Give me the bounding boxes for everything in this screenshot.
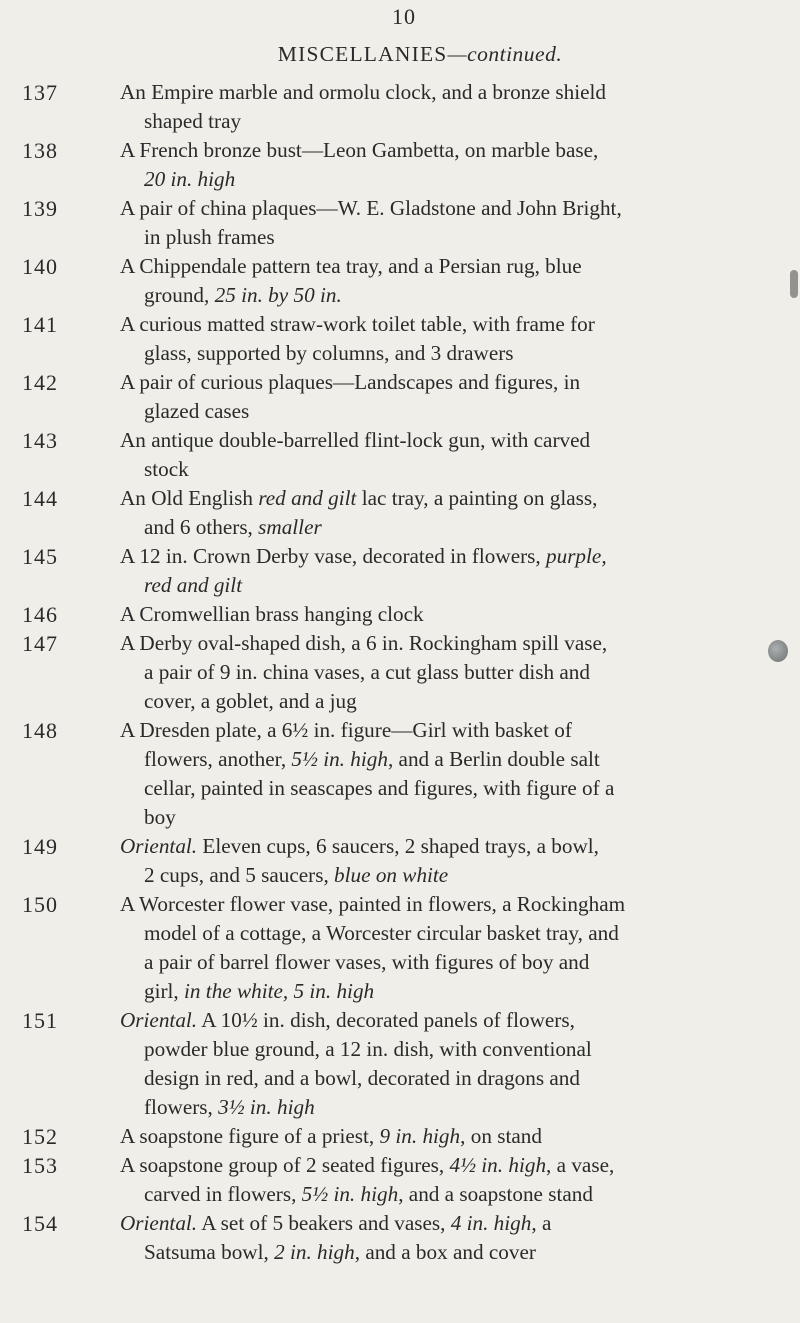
lot-description-line: Oriental. Eleven cups, 6 saucers, 2 shaped trays, a bowl, — [120, 834, 599, 858]
lot-description-line: Satsuma bowl, 2 in. high, and a box and cover — [144, 1240, 536, 1264]
lot-item — [0, 890, 790, 1006]
lot-description-line: A Worcester flower vase, painted in flowers, a Rockingham — [120, 892, 626, 916]
lot-description — [120, 194, 790, 252]
lot-number: 144 — [22, 486, 58, 511]
lot-description-line: carved in flowers, 5½ in. high, and a soapstone stand — [144, 1182, 593, 1206]
lot-description — [120, 310, 790, 368]
lot-description-line: Oriental. A 10½ in. dish, decorated panels of flowers, — [120, 1008, 575, 1032]
lot-number: 148 — [22, 718, 58, 743]
lot-description-line: 2 cups, and 5 saucers, blue on white — [144, 863, 449, 887]
lot-item — [0, 426, 790, 484]
lot-description-line: and 6 others, smaller — [144, 515, 322, 539]
lot-description-line: model of a cottage, a Worcester circular basket tray, and — [144, 921, 619, 945]
lot-description — [120, 1006, 790, 1122]
lot-description — [120, 1209, 790, 1267]
lot-number: 147 — [22, 631, 58, 656]
lot-item — [0, 136, 790, 194]
lot-description — [120, 252, 790, 310]
lot-description-line: A pair of china plaques—W. E. Gladstone and John Bright, — [120, 196, 622, 220]
lot-description-line: glass, supported by columns, and 3 drawers — [144, 341, 514, 365]
lot-number: 138 — [22, 138, 58, 163]
lot-number: 141 — [22, 312, 58, 337]
lot-description-line: glazed cases — [144, 399, 250, 423]
lot-description-line: girl, in the white, 5 in. high — [144, 979, 375, 1003]
lot-description — [120, 426, 790, 484]
lot-description — [120, 890, 790, 1006]
lot-number: 151 — [22, 1008, 58, 1033]
lot-description-line: powder blue ground, a 12 in. dish, with conventional — [144, 1037, 592, 1061]
lot-description-line: design in red, and a bowl, decorated in dragons and — [144, 1066, 580, 1090]
section-heading — [120, 42, 720, 67]
lot-item — [0, 1006, 790, 1122]
lot-description-line: A soapstone group of 2 seated figures, 4½ in. high, a vase, — [120, 1153, 615, 1177]
lot-item — [0, 600, 790, 629]
lot-description-line: A pair of curious plaques—Landscapes and figures, in — [120, 370, 581, 394]
lot-item — [0, 832, 790, 890]
lot-item — [0, 1122, 790, 1151]
lot-description-line: A curious matted straw-work toilet table, with frame for — [120, 312, 595, 336]
lot-item — [0, 716, 790, 832]
lot-description-line: a pair of barrel flower vases, with figures of boy and — [144, 950, 590, 974]
lot-description — [120, 629, 790, 716]
lot-description-line: A Cromwellian brass hanging clock — [120, 602, 424, 626]
lot-number: 150 — [22, 892, 58, 917]
lot-description-line: A Chippendale pattern tea tray, and a Persian rug, blue — [120, 254, 582, 278]
lot-description-line: A Dresden plate, a 6½ in. figure—Girl with basket of — [120, 718, 572, 742]
lot-description-line: A 12 in. Crown Derby vase, decorated in flowers, purple, — [120, 544, 607, 568]
lot-description-line: An antique double-barrelled flint-lock gun, with carved — [120, 428, 591, 452]
section-heading-main: MISCELLANIES — [277, 42, 448, 66]
lot-number: 143 — [22, 428, 58, 453]
lot-number: 149 — [22, 834, 58, 859]
lot-description-line: A Derby oval-shaped dish, a 6 in. Rockingham spill vase, — [120, 631, 608, 655]
lot-description — [120, 716, 790, 832]
lot-description — [120, 832, 790, 890]
lot-description — [120, 1151, 790, 1209]
lot-item — [0, 368, 790, 426]
lot-item — [0, 194, 790, 252]
lot-item — [0, 1151, 790, 1209]
lot-description-line: A French bronze bust—Leon Gambetta, on marble base, — [120, 138, 599, 162]
lot-number: 140 — [22, 254, 58, 279]
lot-number: 145 — [22, 544, 58, 569]
lot-description-line: 20 in. high — [144, 167, 236, 191]
lot-list — [0, 78, 800, 1267]
lot-description-line: boy — [144, 805, 176, 829]
lot-description-line: A soapstone figure of a priest, 9 in. high, on stand — [120, 1124, 542, 1148]
lot-description-line: in plush frames — [144, 225, 275, 249]
lot-description-line: stock — [144, 457, 189, 481]
lot-description-line: flowers, 3½ in. high — [144, 1095, 315, 1119]
lot-description — [120, 600, 790, 629]
lot-item — [0, 78, 790, 136]
lot-item — [0, 1209, 790, 1267]
page-edge-mark — [790, 270, 798, 298]
lot-description-line: ground, 25 in. by 50 in. — [144, 283, 342, 307]
lot-number: 142 — [22, 370, 58, 395]
lot-item — [0, 252, 790, 310]
lot-description-line: shaped tray — [144, 109, 242, 133]
lot-description-line: An Empire marble and ormolu clock, and a bronze shield — [120, 80, 606, 104]
lot-description — [120, 78, 790, 136]
lot-number: 154 — [22, 1211, 58, 1236]
lot-description — [120, 484, 790, 542]
lot-number: 153 — [22, 1153, 58, 1178]
lot-number: 137 — [22, 80, 58, 105]
lot-description-line: Oriental. A set of 5 beakers and vases, 4 in. high, a — [120, 1211, 552, 1235]
lot-description — [120, 136, 790, 194]
ink-blot — [768, 640, 788, 662]
lot-item — [0, 629, 790, 716]
lot-item — [0, 310, 790, 368]
lot-description — [120, 368, 790, 426]
lot-description-line: cellar, painted in seascapes and figures, with figure of a — [144, 776, 615, 800]
section-heading-continued: —continued. — [447, 42, 563, 66]
lot-item — [0, 484, 790, 542]
lot-description-line: flowers, another, 5½ in. high, and a Berlin double salt — [144, 747, 600, 771]
lot-description-line: An Old English red and gilt lac tray, a painting on glass, — [120, 486, 598, 510]
lot-number: 139 — [22, 196, 58, 221]
lot-description-line: cover, a goblet, and a jug — [144, 689, 357, 713]
lot-description-line: a pair of 9 in. china vases, a cut glass butter dish and — [144, 660, 590, 684]
lot-number: 146 — [22, 602, 58, 627]
lot-number: 152 — [22, 1124, 58, 1149]
lot-description-line: red and gilt — [144, 573, 243, 597]
lot-description — [120, 1122, 790, 1151]
lot-item — [0, 542, 790, 600]
page-number: 10 — [392, 4, 416, 29]
lot-description — [120, 542, 790, 600]
